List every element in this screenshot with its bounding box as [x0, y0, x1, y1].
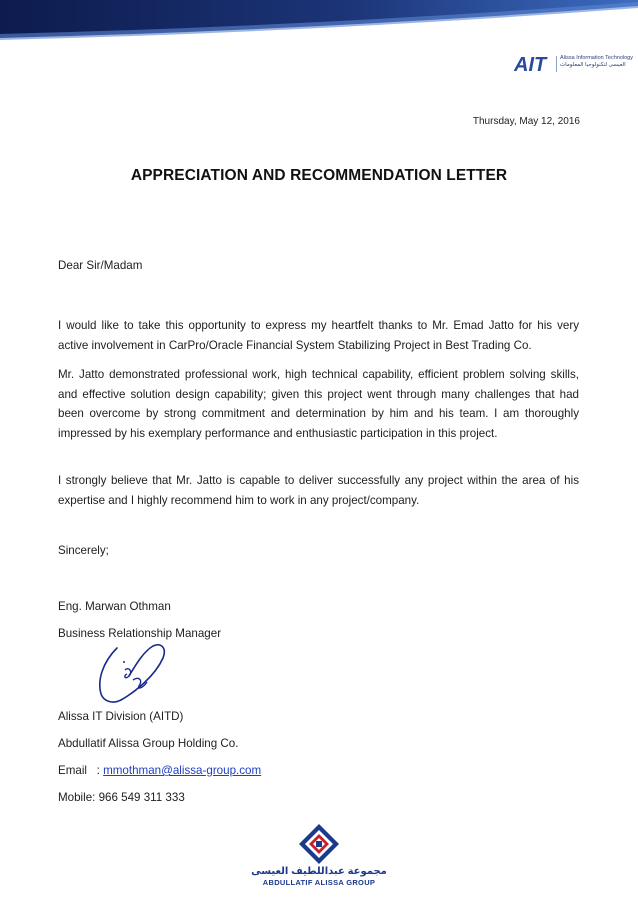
letter-closing: Sincerely; [58, 544, 109, 557]
letter-paragraph-3: I strongly believe that Mr. Jatto is capable to deliver successfully any project within the area of his expertise and I highly recommend him to work in any project/company. [58, 474, 579, 507]
letter-paragraph-2: Mr. Jatto demonstrated professional work, high technical capability, efficient problem solving skills, and effective solution design capability; given this project went through many challenges that had been overcome by strong commitment and determination by him and his team. I am thoroughly impressed by his exemplary performance and enthusiastic participation in this project. [58, 368, 579, 440]
email-label: Email : [58, 764, 104, 777]
letter-title: APPRECIATION AND RECOMMENDATION LETTER [130, 167, 508, 184]
alissa-group-logo-icon [297, 822, 341, 868]
letter-paragraph-1: I would like to take this opportunity to express my heartfelt thanks to Mr. Emad Jatto for his very active involvement in CarPro/Oracle Financial System Stabilizing Project in Best Trading Co. [58, 319, 579, 352]
letter-date: Thursday, May 12, 2016 [472, 116, 580, 127]
footer-group-english: ABDULLATIF ALISSA GROUP [262, 878, 376, 887]
signatory-division: Alissa IT Division (AITD) [58, 710, 184, 723]
letter-greeting: Dear Sir/Madam [58, 259, 143, 272]
signatory-email-line [58, 761, 579, 781]
ait-logo-arabic: العيسى لتكنولوجيا المعلومات [560, 62, 626, 68]
ait-logo-caption [560, 55, 633, 69]
signatory-mobile: Mobile: 966 549 311 333 [58, 791, 185, 804]
header-band [0, 0, 638, 48]
signatory-name: Eng. Marwan Othman [58, 600, 171, 613]
signatory-company: Abdullatif Alissa Group Holding Co. [58, 737, 239, 750]
ait-logo-mark: AIT [514, 54, 547, 76]
footer-group-arabic: مجموعة عبداللطيف العيسى [251, 866, 387, 877]
email-link[interactable]: mmothman@alissa-group.com [103, 764, 262, 777]
ait-logo-english: Alissa Information Technology [560, 55, 633, 61]
handwritten-signature [95, 636, 175, 716]
signatory-role: Business Relationship Manager [58, 627, 222, 640]
